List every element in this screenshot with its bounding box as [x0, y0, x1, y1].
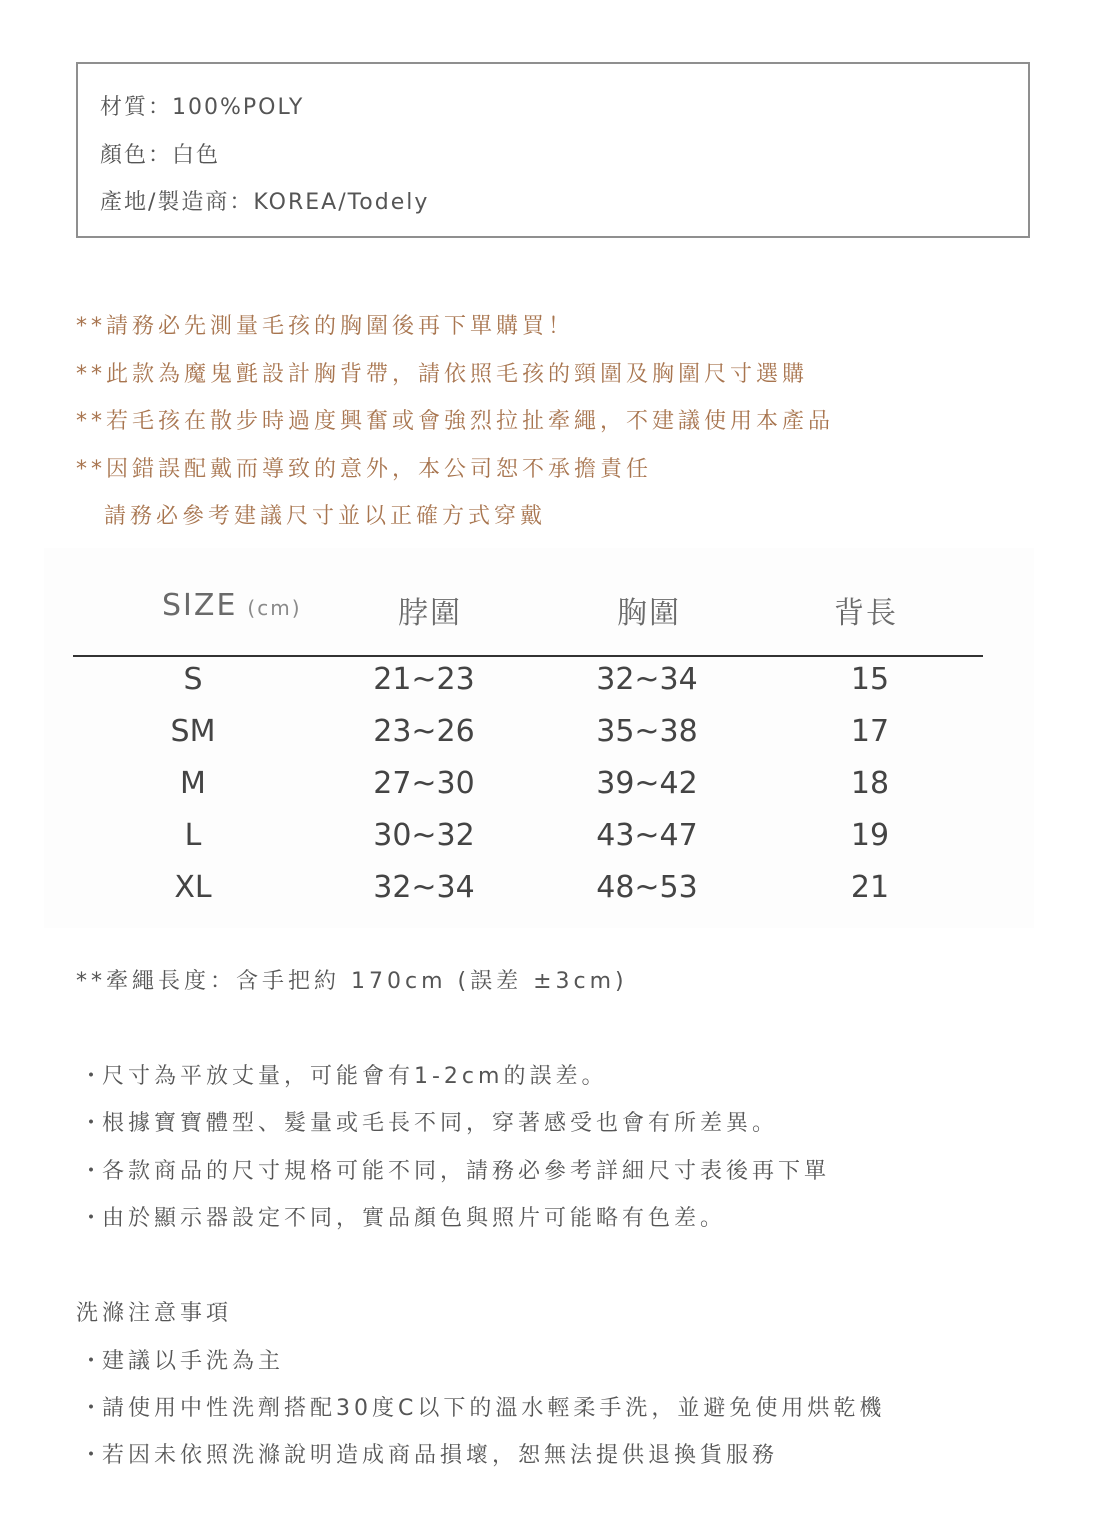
- neck-header: 脖圍: [398, 596, 462, 631]
- leash-length-note: **牽繩長度：含手把約 170cm (誤差 ±3cm): [76, 969, 628, 994]
- table-cell-chest: 35~38: [596, 714, 698, 749]
- table-cell-chest: 32~34: [596, 662, 698, 697]
- chest-header: 胸圍: [617, 596, 681, 631]
- bullet-icon: ・: [80, 1206, 103, 1231]
- table-cell-back: 18: [850, 766, 890, 801]
- notice-not-recommended: **若毛孩在散步時過度興奮或會強烈拉扯牽繩，不建議使用本產品: [76, 409, 835, 434]
- notice-velcro-design: **此款為魔鬼氈設計胸背帶，請依照毛孩的頸圍及胸圍尺寸選購: [76, 362, 809, 387]
- bullet-icon: ・: [80, 1443, 103, 1468]
- table-cell-chest: 48~53: [596, 870, 698, 905]
- bullet-icon: ・: [80, 1396, 103, 1421]
- list-item: [80, 1391, 885, 1422]
- list-item: [80, 1106, 778, 1137]
- table-cell-neck: 23~26: [373, 714, 475, 749]
- back-header: 背長: [834, 596, 898, 631]
- size-note-text: 各款商品的尺寸規格可能不同，請務必參考詳細尺寸表後再下單: [102, 1159, 831, 1184]
- table-cell-size: SM: [170, 714, 216, 749]
- table-cell-back: 19: [850, 818, 890, 853]
- bullet-icon: ・: [80, 1159, 103, 1184]
- table-cell-size: S: [183, 662, 203, 697]
- washing-item-text: 若因未依照洗滌說明造成商品損壞，恕無法提供退換貨服務: [102, 1443, 779, 1468]
- table-cell-chest: 39~42: [596, 766, 698, 801]
- size-header-unit: (cm): [247, 596, 302, 620]
- spec-origin: 產地/製造商：KOREA/Todely: [100, 190, 430, 215]
- size-header-label: SIZE: [162, 588, 238, 623]
- table-cell-chest: 43~47: [596, 818, 698, 853]
- table-cell-size: M: [180, 766, 206, 801]
- table-cell-neck: 21~23: [373, 662, 475, 697]
- bullet-icon: ・: [80, 1064, 103, 1089]
- size-note-text: 尺寸為平放丈量，可能會有1-2cm的誤差。: [102, 1064, 608, 1089]
- bullet-icon: ・: [80, 1111, 103, 1136]
- washing-title: 洗滌注意事項: [76, 1301, 233, 1326]
- list-item: [80, 1059, 607, 1090]
- size-header: [162, 588, 302, 623]
- washing-item-text: 建議以手洗為主: [102, 1349, 285, 1374]
- notice-measure-first: **請務必先測量毛孩的胸圍後再下單購買！: [76, 314, 575, 339]
- notice-liability: **因錯誤配戴而導致的意外，本公司恕不承擔責任: [76, 457, 653, 482]
- list-item: [80, 1154, 830, 1185]
- table-divider: [73, 655, 983, 657]
- list-item: [80, 1344, 284, 1375]
- table-cell-neck: 30~32: [373, 818, 475, 853]
- bullet-icon: ・: [80, 1349, 103, 1374]
- table-cell-back: 15: [850, 662, 890, 697]
- notice-wear-correctly: 請務必參考建議尺寸並以正確方式穿戴: [104, 504, 547, 529]
- table-cell-size: XL: [174, 870, 212, 905]
- table-cell-neck: 32~34: [373, 870, 475, 905]
- washing-item-text: 請使用中性洗劑搭配30度C以下的溫水輕柔手洗，並避免使用烘乾機: [102, 1396, 886, 1421]
- spec-box: [76, 62, 1030, 238]
- spec-material: 材質：100%POLY: [100, 95, 305, 120]
- spec-color: 顏色：白色: [100, 143, 221, 168]
- list-item: [80, 1438, 778, 1469]
- table-cell-neck: 27~30: [373, 766, 475, 801]
- table-cell-size: L: [184, 818, 202, 853]
- table-cell-back: 17: [850, 714, 890, 749]
- list-item: [80, 1201, 726, 1232]
- table-cell-back: 21: [850, 870, 890, 905]
- size-note-text: 由於顯示器設定不同，實品顏色與照片可能略有色差。: [102, 1206, 727, 1231]
- size-note-text: 根據寶寶體型、髮量或毛長不同，穿著感受也會有所差異。: [102, 1111, 779, 1136]
